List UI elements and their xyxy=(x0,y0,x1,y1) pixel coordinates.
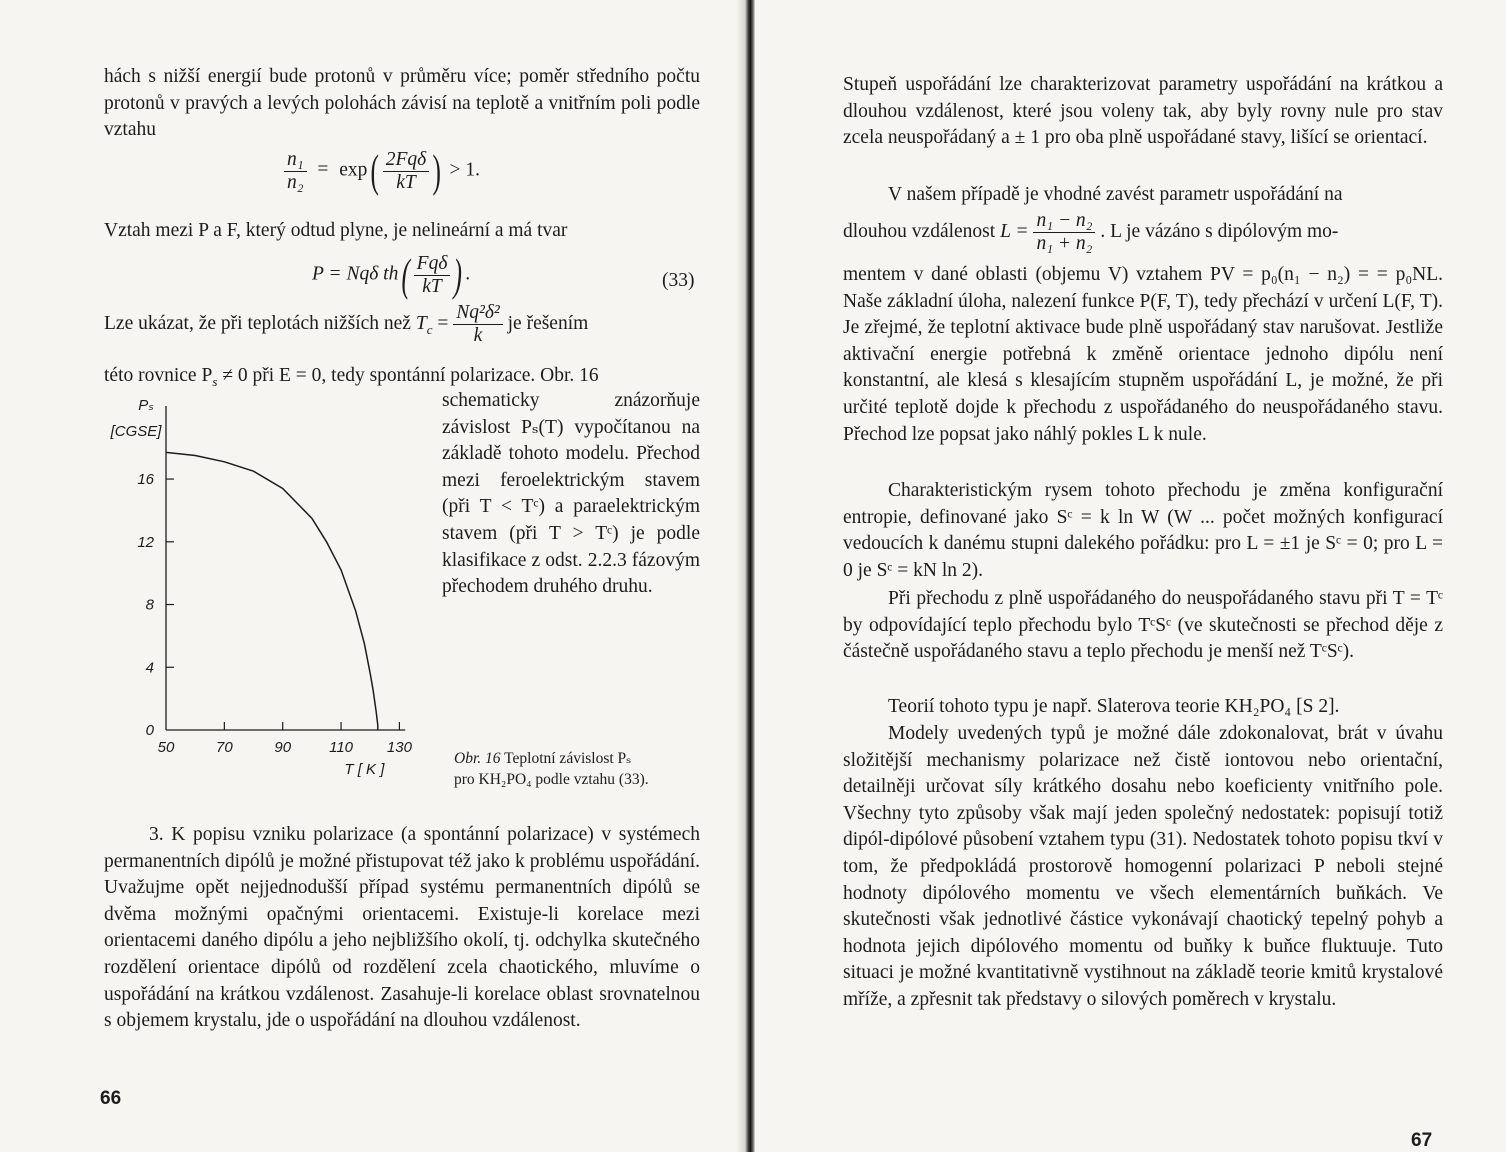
left-page xyxy=(100,0,700,1152)
figure-description: schematicky znázorňuje závislost Pₛ(T) vypočítanou na základě tohoto modelu. Přechod mezi feroelektrickým stavem (při T < Tᶜ) a paraelektrickým stavem (při T > Tᶜ) je podle klasifikace z odst. 2.2.3 fázovým přechodem druhého druhu. xyxy=(442,390,700,598)
right-paragraph-6: Při přechodu z plně uspořádaného do neuspořádaného stavu při T = Tᶜ by odpovídající teplo přechodu bylo TᶜSᶜ (ve skutečnosti se přechod děje z částečně uspořádaného stavu a teplo přechodu je menší než TᶜSᶜ). xyxy=(843,588,1443,663)
y-tick-label: 0 xyxy=(145,722,154,739)
right-page xyxy=(843,0,1443,1152)
x-tick-label: 90 xyxy=(274,739,292,756)
x-tick-label: 70 xyxy=(216,739,233,756)
right-paragraph-8: Modely uvedených typů je možné dále zdokonalovat, brát v úvahu složitější mechanismy polarizace než čistě iontovou nebo orientační, detailněji určovat síly krátkého dosahu nebo koeficienty vnitřního pole. Všechny tyto způsoby však mají jeden společný nedostatek: popisují totiž dipól-dipólové působení vztahem typu (31). Nedostatek tohoto popisu tkví v tom, že předpokládá prostorově homogenní polarizaci P neboli stejné hodnoty dipólového momentu ve všech elementárních buňkách. Ve skutečnosti však jednotlivé částice vykonávají chaotický tepelný pohyb a hodnota jejich dipólového momentu od buňky k buňce fluktuuje. Tuto situaci je možné kvantitativně vystihnout na základě teorie kmitů krystalové mříže, a zpřesnit tak představy o silových poměrech v krystalu. xyxy=(843,723,1443,1010)
y-tick-label: 16 xyxy=(137,471,154,489)
equation-33: P = Nqδ th( $\frac{\text{Fqδ}}{kT}$ ) . xyxy=(312,249,471,300)
paragraph-3: Lze ukázat, že při teplotách nižších než $T_c$ = $\frac{\text{Nq²δ²}}{k}$ je řešením xyxy=(104,302,589,346)
figure-16-chart xyxy=(94,392,424,792)
right-paragraph-1: Stupeň uspořádání lze charakterizovat parametry uspořádání na krátkou a dlouhou vzdálenost, které jsou voleny tak, aby byly rovny nule pro stav zcela neuspořádaný a ± 1 pro oba plně uspořádané stavy, lišící se orientací. xyxy=(843,74,1443,149)
book-gutter xyxy=(745,0,755,1152)
order-parameter-fraction: $\frac{\text{n₁ − n₂}}{\text{n₁ + n₂}}$ xyxy=(1033,210,1095,255)
eq1-lhs-fraction: $\frac{\text{n₁}}{\text{n₂}}$ xyxy=(284,149,307,194)
gutter-shadow xyxy=(736,0,745,1152)
paragraph-2: Vztah mezi P a F, který odtud plyne, je nelineární a má tvar xyxy=(104,220,568,241)
y-tick-label: 12 xyxy=(137,533,154,551)
equation-number: (33) xyxy=(662,270,695,291)
y-tick-label: 4 xyxy=(145,659,154,677)
x-tick-label: 130 xyxy=(386,739,412,756)
paragraph-4: této rovnice $P_s \ne 0$ při E = 0, tedy spontánní polarizace. Obr. 16 xyxy=(104,365,599,389)
page-number-right: 67 xyxy=(1411,1130,1433,1151)
paragraph-1: hách s nižší energií bude protonů v průměru více; poměr středního počtu protonů v pravých a levých polohách závisí na teplotě a vnitřním poli podle vztahu xyxy=(104,66,700,141)
right-paragraph-5: Charakteristickým rysem tohoto přechodu je změna konfigurační entropie, definované jako Sᶜ = k ln W (W ... počet možných konfigurací vedoucích k danému stupni dalekého pořádku: pro L = ±1 je Sᶜ = 0; pro L = 0 je Sᶜ = kN ln 2). xyxy=(843,480,1443,581)
y-tick-label: 8 xyxy=(145,596,154,614)
polarization-curve xyxy=(166,452,378,730)
x-axis-label: T [ K ] xyxy=(344,761,385,778)
paragraph-5: 3. K popisu vzniku polarizace (a spontánní polarizace) v systémech permanentních dipólů je možné přistupovat též jako k problému uspořádání. Uvažujme opět nejjednodušší případ systému permanentních dipólů se dvěma možnými opačnými orientacemi. Existuje-li korelace mezi orientacemi daného dipólu a jeho nejbližšího okolí, tj. odchylka skutečného rozdělení orientace dipólů od rozdělení zcela chaotického, mluvíme o uspořádání na krátkou vzdálenost. Zasahuje-li korelace oblast srovnatelnou s objemem krystalu, jde o uspořádání na dlouhou vzdálenost. xyxy=(104,824,700,1032)
right-paragraph-7: Teorií tohoto typu je např. Slaterova teorie KH₂PO₄ [S 2]. xyxy=(888,696,1340,717)
tc-fraction: $\frac{\text{Nq²δ²}}{k}$ xyxy=(453,302,503,347)
right-paragraph-4: mentem v dané oblasti (objemu V) vztahem PV = p₀(n₁ − n₂) = = p₀NL. Naše základní úloha, nalezení funkce P(F, T), tedy přechází v určení L(F, T). Je zřejmé, že teplotní aktivace bude plně uspořádaný stav narušovat. Jestliže aktivační energie potřebná k změně orientace jednoho dipólu není konstantní, ale klesá s klesajícím stupněm uspořádání L, je možné, že při určité teplotě dojde k přechodu z uspořádaného do neuspořádaného stavu. Přechod lze popsat jako náhlý pokles L k nule. xyxy=(843,264,1443,445)
x-tick-label: 50 xyxy=(157,739,175,756)
x-tick-label: 110 xyxy=(329,739,354,756)
right-paragraph-2: V našem případě je vhodné zavést parametr uspořádání na xyxy=(888,184,1343,205)
figure-caption: Obr. 16 Teplotní závislost Pₛ pro KH₂PO₄ podle vztahu (33). xyxy=(454,750,649,788)
y-axis-label: Pₛ xyxy=(138,397,154,414)
equation-1: $\frac{\text{n₁}}{\text{n₂}}$ = exp( $\frac{\text{2Fqδ}}{kT}$ ) > 1. xyxy=(284,148,480,194)
order-parameter-line: dlouhou vzdálenost L = $\frac{\text{n₁ − n₂}}{\text{n₁ + n₂}}$ . L je vázáno s dipólovým mo- xyxy=(843,210,1339,254)
eq1-arg-fraction: $\frac{\text{2Fqδ}}{kT}$ xyxy=(383,149,429,194)
eq2-arg-fraction: $\frac{\text{Fqδ}}{kT}$ xyxy=(414,253,451,298)
page-number-left: 66 xyxy=(100,1088,122,1109)
y-axis-unit: [CGSE] xyxy=(110,423,162,440)
